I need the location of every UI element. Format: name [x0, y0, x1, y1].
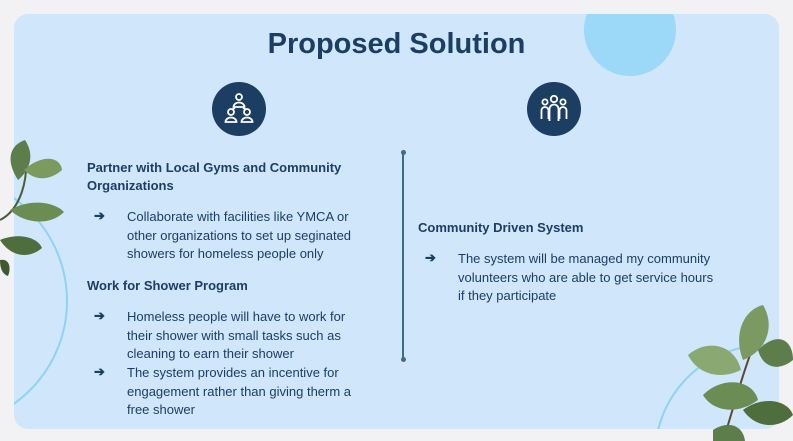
bullet-item: [127, 308, 345, 364]
heading-line: Partner with Local Gyms and Community: [87, 160, 342, 175]
leaf-decoration-left: [0, 140, 70, 280]
leaf-decoration-right: [683, 300, 793, 441]
bullet-line: engagement rather than giving therm a: [127, 383, 352, 399]
slide-title: Proposed Solution: [267, 28, 526, 60]
arrow-bullet-icon: ➔: [94, 308, 105, 323]
section-heading-community: Community Driven System: [418, 220, 584, 235]
bullet-line: Collaborate with facilities like YMCA or: [127, 209, 349, 224]
bullet-line: if they participate: [458, 288, 557, 303]
bullet-line: cleaning to earn their shower: [127, 346, 294, 361]
heading-line: Organizations: [87, 178, 174, 193]
bullet-line: free shower: [127, 402, 195, 417]
bullet-item: [127, 208, 351, 264]
section-heading-partner: [87, 159, 341, 195]
bullet-line: their shower with small tasks such as: [127, 327, 341, 343]
column-divider: [402, 152, 404, 360]
bullet-line: The system provides an incentive for: [127, 365, 339, 380]
divider-bottom-dot: [401, 357, 406, 362]
arrow-bullet-icon: ➔: [94, 364, 105, 379]
people-network-icon: [212, 82, 266, 136]
bullet-line: Homeless people will have to work for: [127, 309, 346, 324]
bullet-line: other organizations to set up seginated: [127, 227, 352, 243]
bullet-item: [458, 250, 713, 306]
community-group-icon: [527, 82, 581, 136]
bullet-item: [127, 364, 351, 420]
arrow-bullet-icon: ➔: [425, 250, 436, 265]
bullet-line: The system will be managed my community: [458, 251, 711, 266]
bullet-line: volunteers who are able to get service hours: [458, 269, 714, 285]
bullet-line: showers for homeless people only: [127, 246, 324, 261]
section-heading-work-for-shower: Work for Shower Program: [87, 278, 248, 293]
arrow-bullet-icon: ➔: [94, 208, 105, 223]
